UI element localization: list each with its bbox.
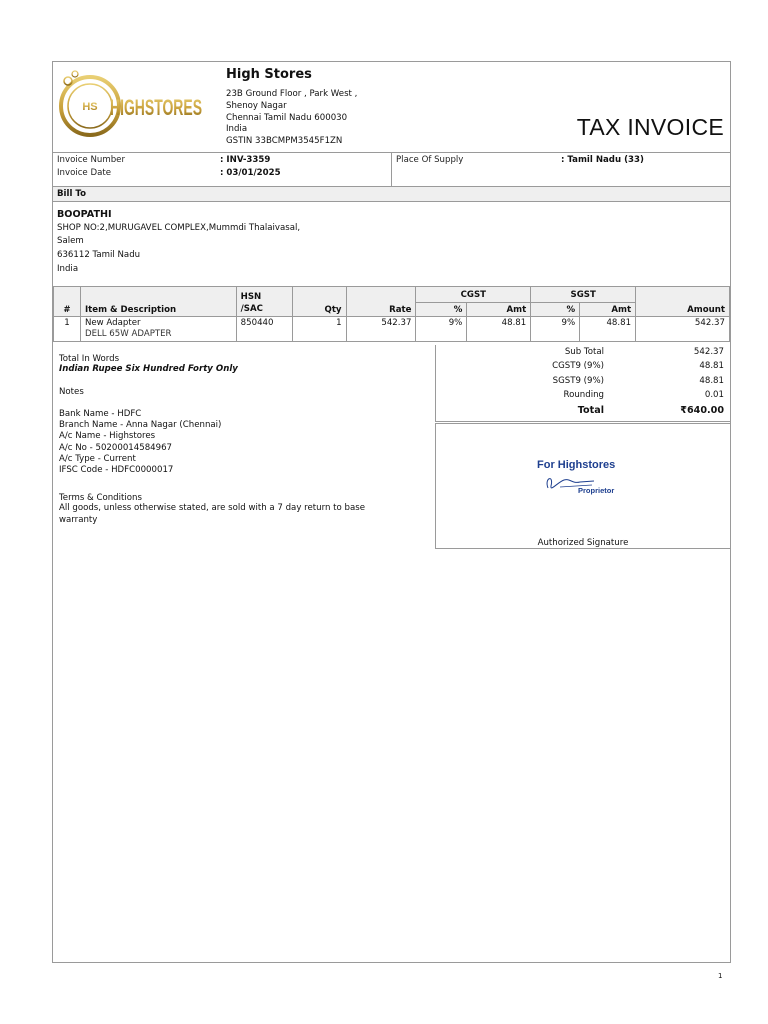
company-address-line: Chennai Tamil Nadu 600030 — [226, 112, 348, 123]
customer-address-line: SHOP NO:2,MURUGAVEL COMPLEX,Mummdi Thalaivasal, — [57, 222, 301, 233]
bank-detail-line: A/c Name - Highstores — [59, 431, 156, 442]
col-header-sgst: SGST — [531, 287, 636, 303]
row-hsn: 850440 — [236, 317, 292, 342]
invoice-number-value: : INV-3359 — [220, 155, 271, 165]
invoice-header — [53, 62, 730, 152]
company-address-line: India — [226, 124, 248, 135]
logo-wordmark: HIGHSTORES — [110, 95, 202, 120]
bill-to-bar — [53, 187, 730, 202]
bill-to-heading: Bill To — [57, 189, 87, 199]
customer-name: BOOPATHI — [57, 209, 112, 220]
row-qty: 1 — [292, 317, 346, 342]
notes-column — [59, 354, 419, 526]
totals-label: Sub Total — [564, 347, 604, 357]
col-header-hsn — [236, 287, 292, 317]
notes-label: Notes — [59, 387, 84, 397]
totals-row-sgst — [436, 376, 730, 390]
bank-details — [59, 409, 419, 476]
place-of-supply-value: : Tamil Nadu (33) — [561, 155, 644, 165]
signature-stamp — [534, 456, 634, 500]
invoice-date-value: : 03/01/2025 — [220, 168, 281, 178]
invoice-frame — [52, 61, 731, 963]
row-sgst-percent: 9% — [531, 317, 580, 342]
totals-label: SGST9 (9%) — [552, 376, 604, 386]
customer-address-line: Salem — [57, 236, 84, 247]
invoice-info-bar — [53, 152, 730, 187]
place-of-supply-label: Place Of Supply — [396, 155, 464, 165]
col-header-rate: Rate — [346, 287, 416, 317]
col-header-cgst-amt: Amt — [467, 303, 531, 317]
col-header-qty: Qty — [292, 287, 346, 317]
terms-line: warranty — [59, 514, 98, 525]
terms-text — [59, 503, 419, 526]
totals-value: 48.81 — [699, 376, 724, 386]
highstores-logo — [59, 64, 214, 150]
totals-row-rounding — [436, 390, 730, 404]
col-header-sgst-percent: % — [531, 303, 580, 317]
company-address-line: Shenoy Nagar — [226, 100, 287, 111]
col-header-cgst: CGST — [416, 287, 531, 303]
item-name: New Adapter — [84, 318, 141, 328]
bill-to-address — [57, 208, 300, 277]
row-item — [80, 317, 236, 342]
row-rate: 542.37 — [346, 317, 416, 342]
totals-label: Total — [577, 405, 604, 416]
totals-row-subtotal — [436, 347, 730, 361]
totals-value: 0.01 — [704, 390, 724, 400]
invoice-number-label: Invoice Number — [57, 155, 125, 165]
totals-value: 542.37 — [693, 347, 724, 357]
info-divider — [391, 153, 392, 187]
signature-box — [435, 423, 731, 549]
company-block — [226, 67, 357, 148]
company-name: High Stores — [226, 67, 312, 82]
logo-mark: HS — [82, 101, 98, 113]
page-number: 1 — [718, 972, 723, 980]
hsn-header-line: /SAC — [240, 304, 263, 314]
total-in-words-value: Indian Rupee Six Hundred Forty Only — [59, 364, 238, 374]
invoice-date-label: Invoice Date — [57, 168, 111, 178]
bank-detail-line: A/c Type - Current — [59, 453, 136, 464]
authorized-signature-label: Authorized Signature — [537, 538, 629, 548]
totals-row-total — [436, 405, 730, 419]
items-table — [53, 286, 730, 342]
col-header-number: # — [54, 287, 81, 317]
item-description: DELL 65W ADAPTER — [84, 329, 172, 339]
stamp-role: Proprietor — [578, 486, 615, 495]
customer-address-line: 636112 Tamil Nadu — [57, 250, 141, 261]
totals-value: 48.81 — [699, 361, 724, 371]
totals-label: CGST9 (9%) — [552, 361, 604, 371]
hsn-header-line: HSN — [240, 292, 262, 302]
document-title: TAX INVOICE — [576, 114, 724, 140]
terms-label: Terms & Conditions — [59, 493, 142, 504]
company-gstin: GSTIN 33BCMPM3545F1ZN — [226, 136, 343, 147]
terms-line: All goods, unless otherwise stated, are sold with a 7 day return to base — [59, 503, 365, 514]
bank-detail-line: A/c No - 50200014584967 — [59, 442, 173, 453]
customer-address-line: India — [57, 263, 79, 274]
row-number: 1 — [54, 317, 81, 342]
bank-detail-line: IFSC Code - HDFC0000017 — [59, 465, 174, 476]
row-sgst-amt: 48.81 — [580, 317, 636, 342]
row-cgst-percent: 9% — [416, 317, 467, 342]
row-cgst-amt: 48.81 — [467, 317, 531, 342]
bank-detail-line: Branch Name - Anna Nagar (Chennai) — [59, 420, 222, 431]
col-header-sgst-amt: Amt — [580, 303, 636, 317]
col-header-item: Item & Description — [80, 287, 236, 317]
totals-value: ₹640.00 — [680, 405, 724, 416]
bank-detail-line: Bank Name - HDFC — [59, 409, 142, 419]
table-row — [54, 317, 730, 342]
row-amount: 542.37 — [636, 317, 730, 342]
totals-box — [435, 345, 731, 422]
totals-row-cgst — [436, 361, 730, 375]
total-in-words-label: Total In Words — [59, 354, 120, 364]
company-address-line: 23B Ground Floor , Park West , — [226, 89, 358, 99]
col-header-amount: Amount — [636, 287, 730, 317]
totals-label: Rounding — [563, 390, 604, 400]
stamp-title: For Highstores — [537, 459, 616, 471]
col-header-cgst-percent: % — [416, 303, 467, 317]
